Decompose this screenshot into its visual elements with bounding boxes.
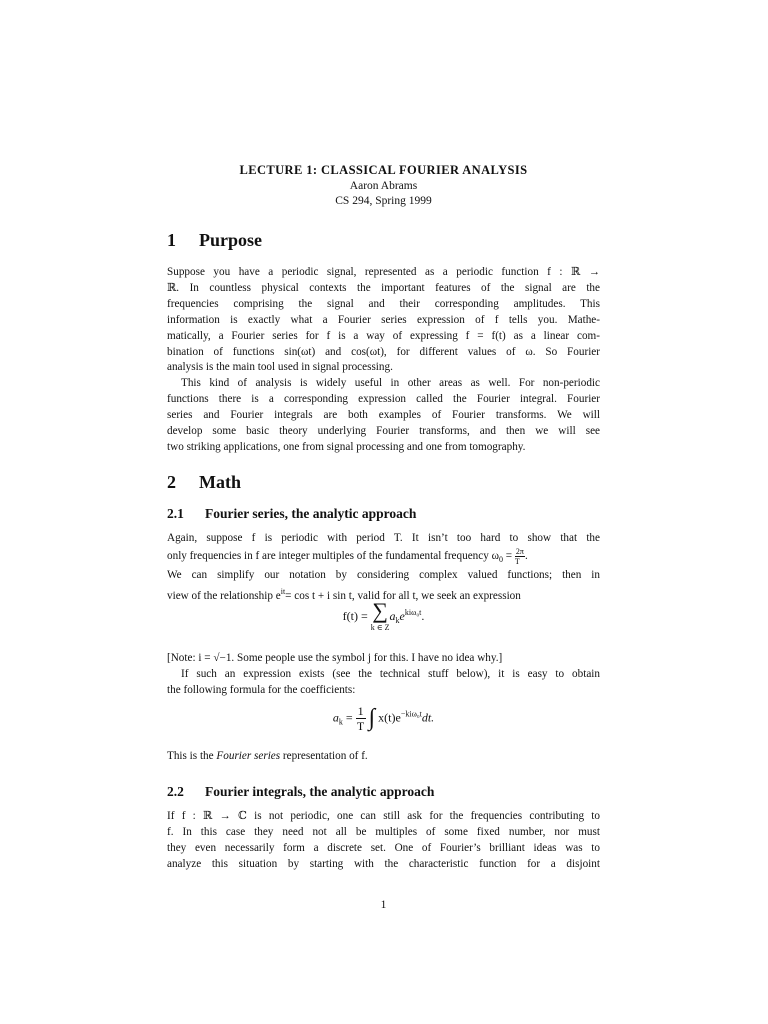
text-line: If f : ℝ → ℂ is not periodic, one can still ask for the frequencies contributing to — [167, 810, 600, 822]
section-2-title: Math — [199, 472, 241, 492]
text-line: bination of functions sin(ωt) and cos(ωt), for different values of ω. So Fourier — [167, 345, 600, 358]
paper-author: Aaron Abrams — [349, 180, 418, 192]
text-line: analysis is the main tool used in signal processing. — [167, 361, 393, 374]
fraction-1-over-t: $\frac{1}{T}$ — [356, 704, 365, 733]
text-line: matically, a Fourier series for f is a way of expressing f = f(t) as a linear com- — [167, 329, 600, 342]
text-line: series and Fourier integrals are both examples of Fourier transforms. We will — [167, 408, 600, 421]
omega-subscript: 0 — [499, 554, 503, 564]
subsection-2-2-heading — [167, 784, 434, 800]
text-line: the following formula for the coefficients: — [167, 683, 356, 696]
text-line: they even necessarily form a discrete set. One of Fourier’s brilliant ideas was to — [167, 841, 600, 854]
text-line: Suppose you have a periodic signal, represented as a periodic function f : ℝ → — [167, 266, 600, 278]
paper-course: CS 294, Spring 1999 — [335, 195, 432, 207]
subsection-2-2-number: 2.2 — [167, 784, 184, 799]
summation-symbol: ∑ k ∈ Z — [370, 598, 390, 632]
subsection-2-1-paragraph-2 — [167, 667, 600, 699]
section-1-paragraph-1 — [167, 265, 600, 376]
text-line: functions there is a corresponding expression called the Fourier integral. Fourier — [167, 392, 600, 405]
subsection-2-1-paragraph-1 — [167, 531, 600, 605]
note-line: [Note: i = √−1. Some people use the symbol j for this. I have no idea why.] — [167, 652, 503, 664]
emphasis-fourier-series: Fourier series — [216, 750, 281, 762]
text-line: frequencies comprising the signal and their corresponding amplitudes. This — [167, 297, 600, 310]
subsection-2-2-title: Fourier integrals, the analytic approach — [205, 784, 435, 799]
text-line: f. In this case they need not all be multiples of some fixed number, nor must — [167, 825, 600, 838]
text-line: only frequencies in f are integer multiples of the fundamental frequency $\omega_0$ = $\frac{2\pi}{T}$ . — [167, 546, 528, 566]
section-1-title: Purpose — [199, 230, 262, 250]
subsection-2-1-paragraph-3: This is the Fourier series representation of f. — [167, 750, 368, 762]
text-line: This kind of analysis is widely useful in other areas as well. For non-periodic — [181, 377, 600, 389]
text-line: two striking applications, one from signal processing and one from tomography. — [167, 440, 526, 453]
page-number: 1 — [380, 899, 387, 911]
section-2-heading — [167, 472, 241, 493]
subsection-2-2-paragraph-1 — [167, 809, 600, 873]
text-line: We can simplify our notation by considering complex valued functions; then in — [167, 568, 600, 581]
section-1-heading — [167, 230, 262, 251]
text-line: develop some basic theory underlying Fourier transforms, and then we will see — [167, 424, 600, 437]
subsection-2-1-title: Fourier series, the analytic approach — [205, 506, 417, 521]
section-1-number: 1 — [167, 230, 176, 250]
integral-symbol: ∫ — [368, 705, 376, 731]
section-1-paragraph-2 — [167, 376, 600, 456]
text-line: If such an expression exists (see the technical stuff below), it is easy to obtain — [181, 668, 600, 680]
fraction-2pi-over-t: $\frac{2\pi}{T}$ — [514, 546, 524, 566]
section-2-number: 2 — [167, 472, 176, 492]
subsection-2-1-heading — [167, 506, 416, 522]
text-line: view of the relationship $e^{it}= \cos t + i$ sin t, valid for all t, we seek an expression — [167, 586, 521, 602]
paper-title: LECTURE 1: CLASSICAL FOURIER ANALYSIS — [239, 163, 528, 177]
equation-fourier-series: f(t) = ∑ k ∈ Z $a_ke^{ki\omega_0t}$. — [342, 598, 425, 632]
text-line: analyze this situation by starting with the characteristic function for a disjoint — [167, 857, 600, 870]
equation-coefficients: $a_k$ = $\frac{1}{T}$ ∫ $x(t)e^{-ki\omega_0t}dt$. — [332, 704, 435, 733]
text-line: information is exactly what a Fourier series expression of f tells you. Mathe- — [167, 313, 600, 326]
subsection-2-1-number: 2.1 — [167, 506, 184, 521]
text-line: ℝ. In countless physical contexts the important features of the signal are the — [167, 281, 600, 294]
exponent-it: it — [280, 586, 286, 596]
text-line: Again, suppose f is periodic with period T. It isn’t too hard to show that the — [167, 532, 600, 544]
